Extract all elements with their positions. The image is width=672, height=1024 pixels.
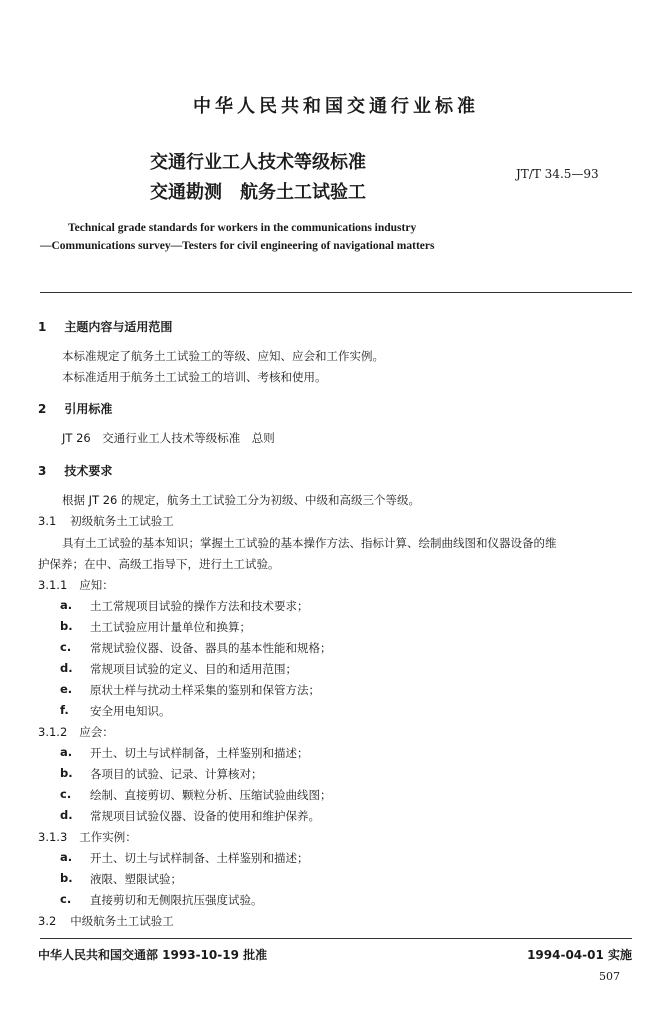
section-3-1-2-number: 3.1.2 <box>38 725 68 739</box>
footer-divider <box>40 938 632 939</box>
section-3-1-3-title: 工作实例： <box>79 830 137 844</box>
list-item-label: e. <box>60 682 73 696</box>
section-3-2-number: 3.2 <box>38 914 57 928</box>
section-3-number: 3 <box>38 464 47 478</box>
english-title-line2: —Communications survey—Testers for civil engineering of navigational matters <box>40 240 435 252</box>
list-item-text: 各项目的试验、记录、计算核对； <box>90 767 263 781</box>
list-item-text: 土工常规项目试验的操作方法和技术要求； <box>90 599 309 613</box>
page-number: 507 <box>599 970 620 983</box>
section-3-1-2-heading <box>38 724 114 740</box>
section-3-1-para-1: 具有土工试验的基本知识；掌握土工试验的基本操作方法、指标计算、绘制曲线图和仪器设备的维 <box>62 536 557 550</box>
list-item-text: 原状土样与扰动土样采集的鉴别和保管方法； <box>90 683 320 697</box>
list-item-text: 常规项目试验的定义、目的和适用范围； <box>90 662 297 676</box>
list-item-text: 安全用电知识。 <box>90 704 171 718</box>
section-3-1-2-title: 应会： <box>79 725 114 739</box>
list-item-label: a. <box>60 745 73 759</box>
section-1-para-1: 本标准规定了航务土工试验工的等级、应知、应会和工作实例。 <box>62 349 384 363</box>
section-3-1-number: 3.1 <box>38 514 57 528</box>
list-item-text: 常规项目试验仪器、设备的使用和维护保养。 <box>90 809 320 823</box>
implementation-date: 1994-04-01 实施 <box>527 948 632 962</box>
list-item-label: a. <box>60 850 73 864</box>
list-item-text: 常规试验仪器、设备、器具的基本性能和规格； <box>90 641 332 655</box>
english-title-line1: Technical grade standards for workers in the communications industry <box>68 222 417 234</box>
section-3-1-3-number: 3.1.3 <box>38 830 68 844</box>
section-2-para-1: JT 26 交通行业工人技术等级标准 总则 <box>62 431 275 445</box>
section-3-1-title: 初级航务土工试验工 <box>70 514 174 528</box>
section-3-title: 技术要求 <box>64 464 113 478</box>
list-item-label: c. <box>60 640 72 654</box>
section-2-title: 引用标准 <box>64 402 113 416</box>
header-divider <box>40 292 632 293</box>
list-item-label: b. <box>60 766 73 780</box>
list-item-label: a. <box>60 598 73 612</box>
standard-title-line1: 交通行业工人技术等级标准 <box>150 152 366 173</box>
list-item-label: b. <box>60 871 73 885</box>
list-item-text: 直接剪切和无侧限抗压强度试验。 <box>90 893 263 907</box>
section-2-heading <box>38 400 112 417</box>
list-item-label: d. <box>60 808 73 822</box>
list-item-label: d. <box>60 661 73 675</box>
list-item-text: 土工试验应用计量单位和换算； <box>90 620 251 634</box>
list-item-text: 液限、塑限试验； <box>90 872 182 886</box>
standard-title-line2: 交通勘测 航务土工试验工 <box>150 182 366 203</box>
list-item-text: 开土、切土与试样制备、土样鉴别和描述； <box>90 851 309 865</box>
list-item-label: f. <box>60 703 69 717</box>
section-3-1-3-heading <box>38 829 137 845</box>
list-item-text: 开土、切土与试样制备，土样鉴别和描述； <box>90 746 309 760</box>
section-1-para-2: 本标准适用于航务土工试验工的培训、考核和使用。 <box>62 370 327 384</box>
section-3-heading <box>38 462 112 479</box>
issuer-title: 中华人民共和国交通行业标准 <box>193 96 479 117</box>
section-3-para-1: 根据 JT 26 的规定，航务土工试验工分为初级、中级和高级三个等级。 <box>62 493 421 507</box>
list-item-label: b. <box>60 619 73 633</box>
section-1-number: 1 <box>38 320 47 334</box>
standard-code: JT/T 34.5—93 <box>516 167 599 181</box>
section-3-2-title: 中级航务土工试验工 <box>70 914 174 928</box>
approval-statement: 中华人民共和国交通部 1993-10-19 批准 <box>38 948 268 962</box>
list-item-label: c. <box>60 787 72 801</box>
section-1-heading <box>38 318 172 335</box>
list-item-text: 绘制、直接剪切、颗粒分析、压缩试验曲线图； <box>90 788 332 802</box>
list-item-label: c. <box>60 892 72 906</box>
section-3-1-heading <box>38 513 174 529</box>
section-3-2-heading <box>38 913 174 929</box>
section-2-number: 2 <box>38 402 47 416</box>
section-3-1-1-heading <box>38 577 114 593</box>
section-3-1-1-title: 应知： <box>79 578 114 592</box>
section-1-title: 主题内容与适用范围 <box>64 320 173 334</box>
section-3-1-1-number: 3.1.1 <box>38 578 68 592</box>
section-3-1-para-2: 护保养；在中、高级工指导下，进行土工试验。 <box>38 557 280 571</box>
